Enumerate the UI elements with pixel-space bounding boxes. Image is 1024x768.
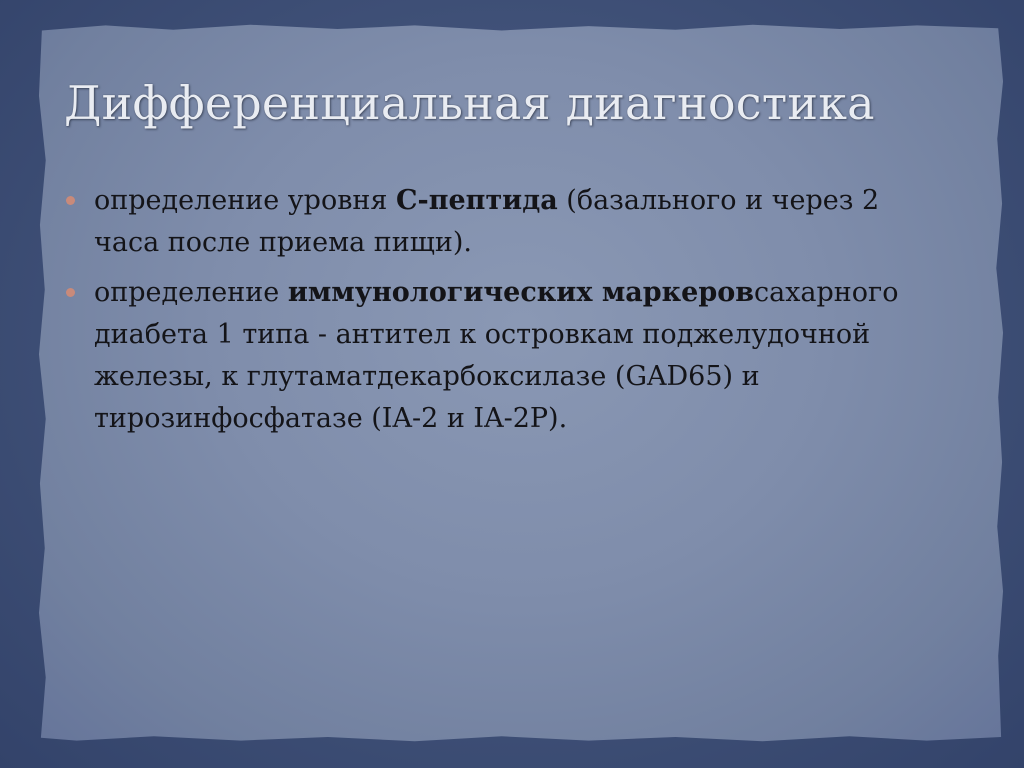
bullet-dot-icon [66, 196, 75, 205]
bullet-text: сахарного диабета 1 типа - антител к островкам поджелудочной железы, к глутаматдекарбоксилазе (GAD65) и тирозинфосфатазе (IA-2 и IA-2P). [94, 277, 899, 434]
bullet-bold-text: иммунологических маркеров [287, 277, 754, 308]
bullet-dot-icon [66, 288, 75, 297]
bullet-item-immunological-markers [64, 272, 904, 440]
bullet-bold-text: С-пептида [396, 185, 558, 216]
bullet-item-c-peptide [64, 180, 904, 264]
slide-title: Дифференциальная диагностика [64, 76, 875, 130]
bullet-text: определение уровня [94, 185, 397, 216]
bullet-text: (базального и через 2 часа после приема пищи). [94, 185, 880, 258]
bullet-list [64, 180, 904, 448]
bullet-text: определение [94, 277, 288, 308]
